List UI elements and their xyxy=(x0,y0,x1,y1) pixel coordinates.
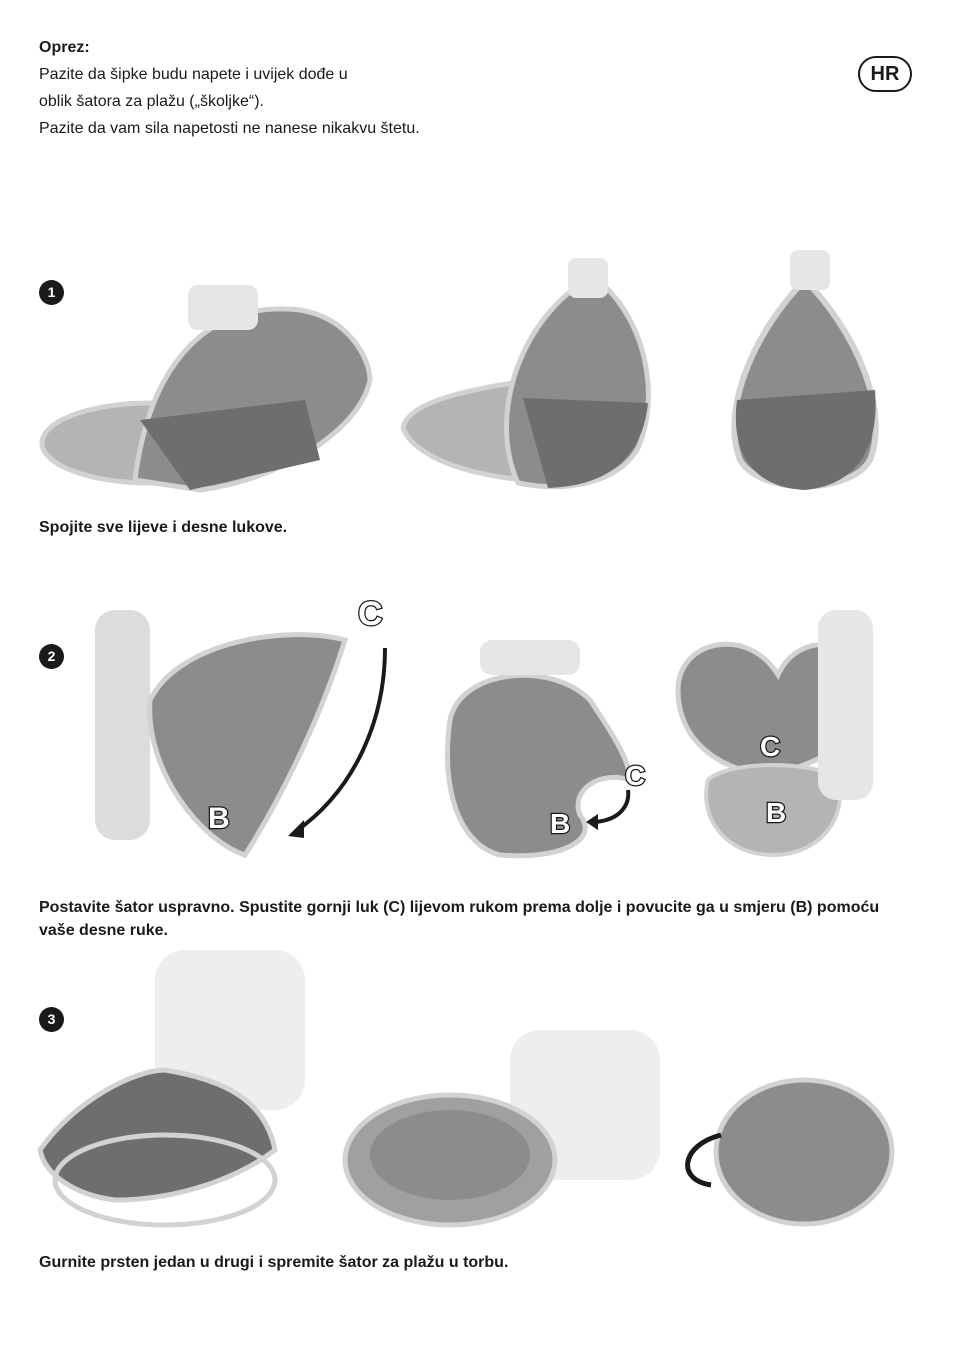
step-2-caption: Postavite šator uspravno. Spustite gornji luk (C) lijevom rukom prema dolje i povucite ga u smjeru (B) pomoću vaše desne ruke. xyxy=(39,899,880,939)
caution-line: Pazite da šipke budu napete i uvijek dođe u xyxy=(39,66,348,83)
step-1-photo-c xyxy=(715,250,895,500)
label-c: C xyxy=(760,731,781,762)
step-2-photo-c xyxy=(668,600,883,865)
step-3-photo-c xyxy=(676,1080,896,1230)
caution-line: Pazite da vam sila napetosti ne nanese nikakvu štetu. xyxy=(39,120,420,137)
step-1-number: 1 xyxy=(39,280,64,305)
step-1-caption: Spojite sve lijeve i desne lukove. xyxy=(39,519,288,536)
step-1-photo-a xyxy=(40,280,375,500)
caution-note xyxy=(39,34,420,142)
step-1-photo-b xyxy=(398,258,663,493)
caution-heading: Oprez: xyxy=(39,39,90,56)
step-3-caption: Gurnite prsten jedan u drugi i spremite šator za plažu u torbu. xyxy=(39,1254,509,1271)
label-c: C xyxy=(625,760,646,791)
label-c: C xyxy=(358,595,383,633)
step-3-photo-b xyxy=(340,1030,670,1240)
label-b: B xyxy=(766,797,787,828)
curved-arrow xyxy=(595,790,628,822)
label-b: B xyxy=(208,802,230,835)
step-3-photo-a xyxy=(35,950,305,1230)
step-2-number: 2 xyxy=(39,644,64,669)
step-2-photo-a xyxy=(90,595,420,865)
caution-line: oblik šatora za plažu („školjke“). xyxy=(39,93,264,110)
language-badge: HR xyxy=(858,56,912,92)
label-b: B xyxy=(550,808,571,839)
step-3-number: 3 xyxy=(39,1007,64,1032)
step-2-photo-b xyxy=(440,640,660,865)
